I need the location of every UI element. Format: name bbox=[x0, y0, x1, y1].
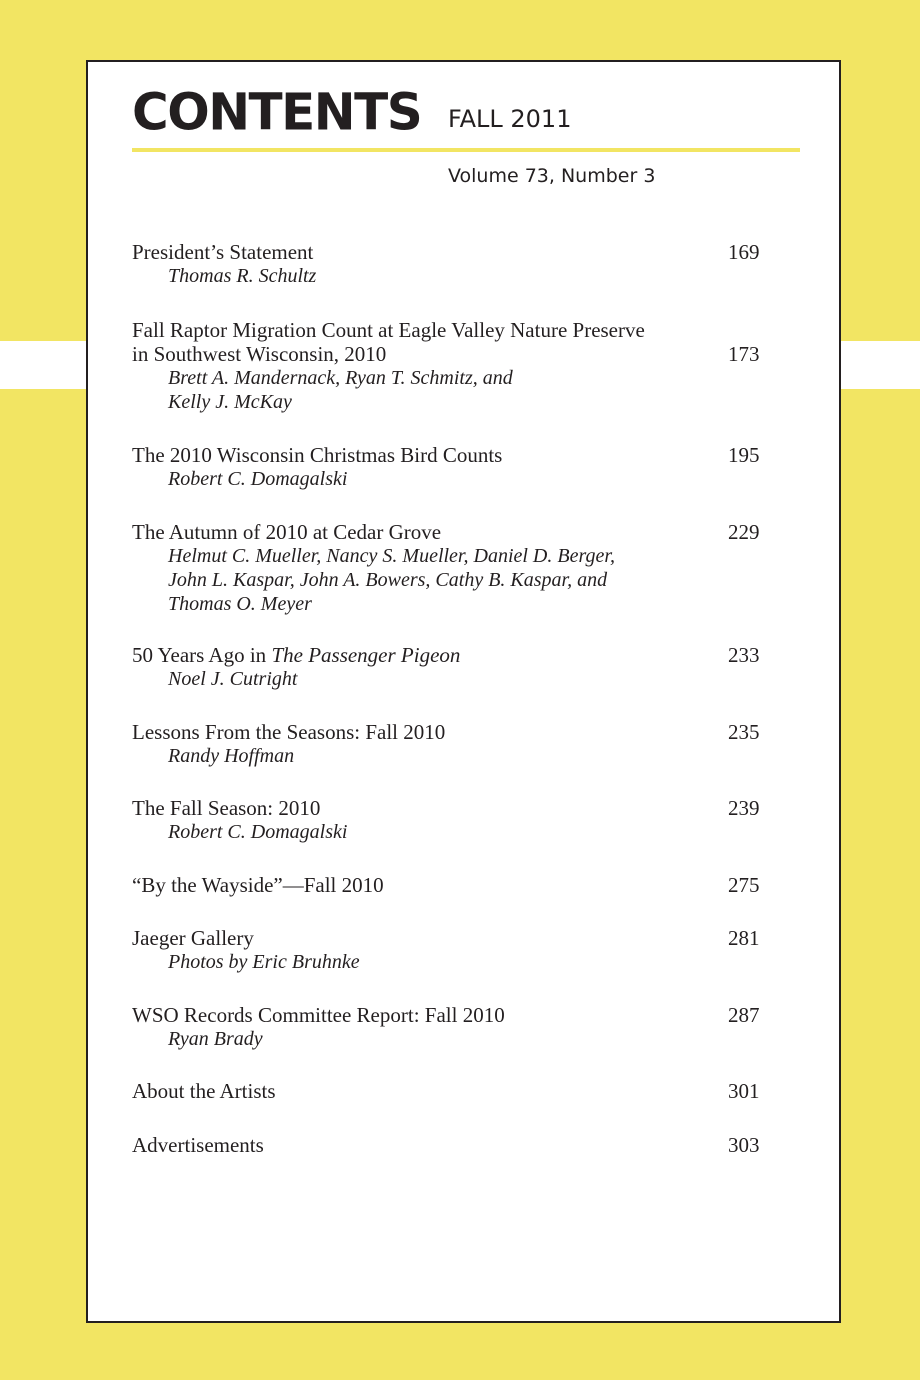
toc-entry bbox=[132, 796, 772, 844]
entry-title: About the Artists bbox=[132, 1079, 276, 1103]
toc-entry bbox=[132, 1133, 772, 1157]
entry-author: Ryan Brady bbox=[168, 1028, 263, 1050]
entry-title-prefix: 50 Years Ago in bbox=[132, 643, 272, 667]
entry-author: Thomas R. Schultz bbox=[168, 265, 317, 287]
entry-title: WSO Records Committee Report: Fall 2010 bbox=[132, 1003, 505, 1027]
entry-author: Helmut C. Mueller, Nancy S. Mueller, Daniel D. Berger, bbox=[168, 545, 615, 567]
entry-title-line: in Southwest Wisconsin, 2010 bbox=[132, 342, 387, 366]
entry-title: President’s Statement bbox=[132, 240, 314, 264]
journal-title: The Passenger Pigeon bbox=[271, 643, 461, 667]
toc-entry bbox=[132, 318, 772, 414]
entry-author: Robert C. Domagalski bbox=[168, 468, 348, 490]
toc-entry bbox=[132, 520, 772, 616]
entry-author: John L. Kaspar, John A. Bowers, Cathy B. Kaspar, and bbox=[168, 569, 608, 591]
entry-author: Kelly J. McKay bbox=[168, 391, 292, 413]
toc-entry bbox=[132, 1079, 772, 1103]
entry-page: 281 bbox=[728, 926, 760, 950]
entry-page: 301 bbox=[728, 1079, 760, 1103]
toc-entry bbox=[132, 643, 772, 691]
entry-page: 239 bbox=[728, 796, 760, 820]
entry-title: The 2010 Wisconsin Christmas Bird Counts bbox=[132, 443, 503, 467]
entry-title: Jaeger Gallery bbox=[132, 926, 254, 950]
toc-entry bbox=[132, 443, 772, 491]
entry-page: 233 bbox=[728, 643, 760, 667]
entry-title bbox=[132, 643, 772, 667]
entry-page: 169 bbox=[728, 240, 760, 264]
entry-author: Photos by Eric Bruhnke bbox=[168, 951, 360, 973]
entry-page: 195 bbox=[728, 443, 760, 467]
entry-author: Noel J. Cutright bbox=[168, 668, 298, 690]
toc-entry bbox=[132, 240, 772, 288]
entry-page: 287 bbox=[728, 1003, 760, 1027]
toc-entry bbox=[132, 1003, 772, 1051]
entry-author: Robert C. Domagalski bbox=[168, 821, 348, 843]
toc-entry bbox=[132, 873, 772, 897]
entry-title: The Autumn of 2010 at Cedar Grove bbox=[132, 520, 442, 544]
entry-title-line: Fall Raptor Migration Count at Eagle Valley Nature Preserve bbox=[132, 318, 645, 342]
toc-entry bbox=[132, 720, 772, 768]
entry-author: Randy Hoffman bbox=[168, 745, 295, 767]
entry-title: Lessons From the Seasons: Fall 2010 bbox=[132, 720, 446, 744]
entry-page: 235 bbox=[728, 720, 760, 744]
issue-season: FALL 2011 bbox=[448, 105, 572, 133]
entry-title: The Fall Season: 2010 bbox=[132, 796, 321, 820]
toc-entry bbox=[132, 926, 772, 974]
entry-page: 229 bbox=[728, 520, 760, 544]
entry-author: Thomas O. Meyer bbox=[168, 593, 312, 615]
entry-page: 303 bbox=[728, 1133, 760, 1157]
entry-page: 173 bbox=[728, 342, 760, 366]
contents-page bbox=[86, 60, 841, 1323]
volume-number: Volume 73, Number 3 bbox=[448, 165, 656, 187]
entry-page: 275 bbox=[728, 873, 760, 897]
entry-author: Brett A. Mandernack, Ryan T. Schmitz, and bbox=[168, 367, 513, 389]
title-rule bbox=[132, 148, 800, 152]
entry-title: Advertisements bbox=[132, 1133, 264, 1157]
page-title: CONTENTS bbox=[132, 82, 422, 142]
entry-title: “By the Wayside”—Fall 2010 bbox=[132, 873, 384, 897]
